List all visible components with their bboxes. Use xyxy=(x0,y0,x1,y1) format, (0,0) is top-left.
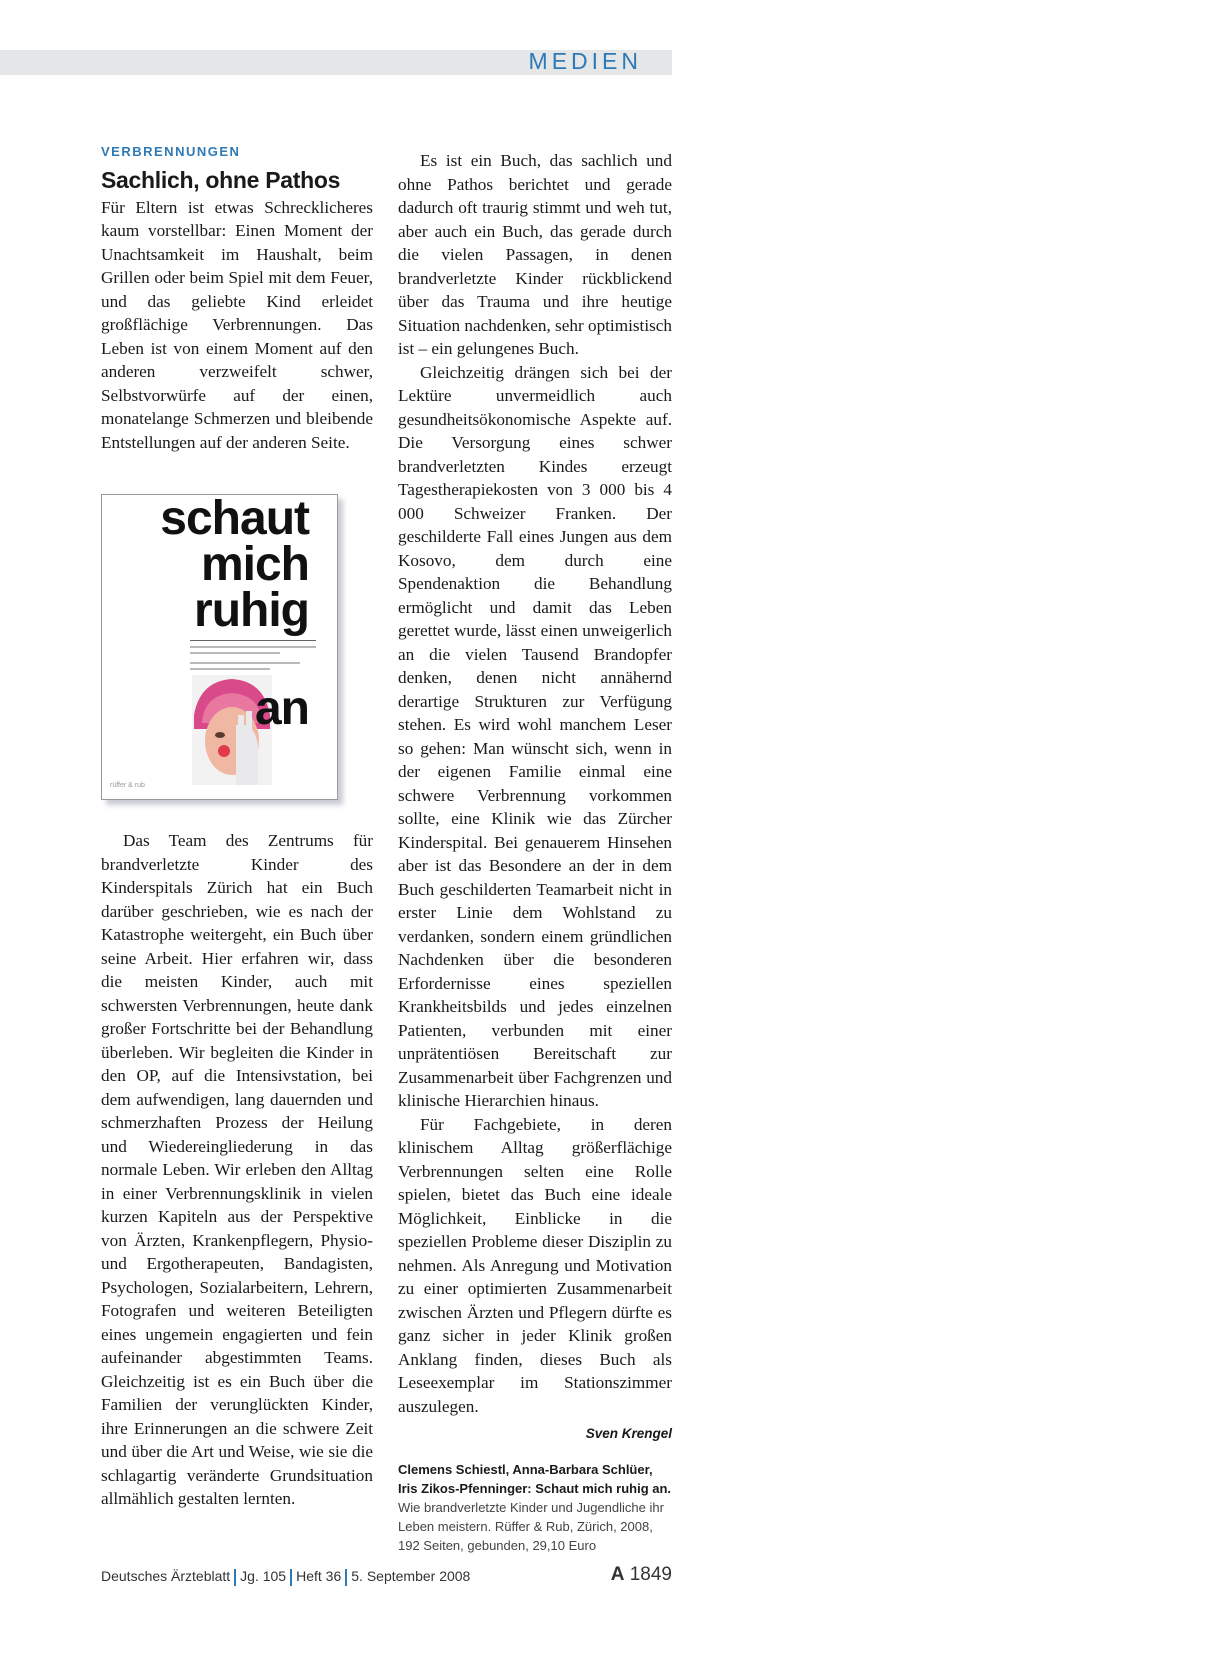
cover-publisher: rüffer & rub xyxy=(110,782,145,789)
article-column-left-top xyxy=(101,140,373,454)
footer-volume: Jg. 105 xyxy=(240,1568,287,1584)
footer-journal: Deutsches Ärzteblatt xyxy=(101,1568,231,1584)
article-kicker: VERBRENNUNGEN xyxy=(101,144,241,159)
article-paragraph: Gleichzeitig drängen sich bei der Lektüre unvermeidlich auch gesundheitsökonomische Aspekte auf. Die Versorgung eines schwer brandverletzten Kindes erzeugt Tagestherapiekosten von 3 000 bis 4 000 Schweizer Franken. Der geschilderte Fall eines Jungen aus dem Kosovo, dem durch eine Spendenaktion die Behandlung ermöglicht und damit das Leben gerettet wurde, lässt einen unweigerlich an die vielen Tausend Brandopfer denken, denen nicht annähernd derartige Strukturen zur Verfügung stehen. Es wird wohl manchem Leser so gehen: Man wünscht sich, wenn in der eigenen Familie einmal eine schwere Verbrennung vorkommen sollte, eine Klinik wie das Zürcher Kinderspital. Bei genauerem Hinsehen aber ist das Besondere an der in dem Buch geschilderten Teamarbeit nicht in erster Linie dem Wohlstand zu verdanken, sondern einem gründlichen Nachdenken über die besonderen Erfordernisse eines speziellen Krankheitsbilds und jedes einzelnen Patienten, verbunden mit einer unprätentiösen Bereitschaft zur Zusammenarbeit über Fachgrenzen und klinische Hierarchien hinaus. xyxy=(398,362,672,1110)
article-column-left-bottom xyxy=(101,829,373,1511)
book-bibliography xyxy=(398,1460,672,1555)
cover-authors-text xyxy=(190,668,270,670)
article-paragraph: Es ist ein Buch, das sachlich und ohne Pathos berichtet und gerade dadurch oft traurig stimmt und weh tut, aber auch ein Buch, das gerade durch die vielen Passagen, in denen brandverletzte Kinder rückblickend über das Trauma und ihre heutige Situation nachdenken, sehr optimistisch ist – ein gelungenes Buch. xyxy=(398,151,673,358)
article-paragraph: Das Team des Zentrums für brandverletzte Kinder des Kinderspitals Zürich hat ein Buch darüber geschrieben, wie es nach der Katastrophe weitergeht, ein Buch über seine Arbeit. Hier erfahren wir, dass die meisten Kinder, auch mit schwersten Verbrennungen, heute dank großer Fortschritte bei der Behandlung überleben. Wir begleiten die Kinder in den OP, auf die Intensivstation, bei dem aufwendigen, lang dauernden und schmerzhaften Prozess der Heilung und Wiedereingliederung in das normale Leben. Wir erleben den Alltag in einer Verbrennungsklinik in vielen kurzen Kapiteln aus der Perspektive von Ärzten, Krankenpflegern, Physio- und Ergotherapeuten, Bandagisten, Psychologen, Sozialarbeitern, Lehrern, Fotografen und weiteren Beteiligten eines ungemein engagierten und fein aufeinander abgestimmten Teams. Gleichzeitig ist es ein Buch über die Familien der verunglückten Kinder, ihre Erinnerungen an die schwere Zeit und über die Art und Weise, wie sie die schlagartig veränderte Grundsituation allmählich gestalten lernten. xyxy=(101,831,373,1508)
book-bibliography-title: Clemens Schiestl, Anna-Barbara Schlüer, Iris Zikos-Pfenninger: Schaut mich ruhig an. xyxy=(398,1461,672,1496)
footer-date: 5. September 2008 xyxy=(351,1568,471,1584)
cover-title-line: schaut xyxy=(160,492,309,545)
cover-rule xyxy=(190,640,316,641)
cover-subtitle-text xyxy=(190,646,316,648)
article-paragraph: Für Fachgebiete, in deren klinischem Alltag größerflächige Verbrennungen selten eine Rolle spielen, bietet das Buch eine ideale Möglichkeit, Einblicke in die speziellen Probleme dieser Disziplin zu nehmen. Als Anregung und Motivation zu einer optimierten Zusammenarbeit zwischen Ärzten und Pflegern dürfte es ganz sicher in jeder Klinik großen Anklang finden, dieses Buch als Leseexemplar im Stationszimmer auszulegen. xyxy=(398,1114,672,1416)
page-prefix: A xyxy=(610,1564,625,1585)
cover-subtitle-text xyxy=(190,652,280,654)
footer-separator xyxy=(290,1569,292,1586)
section-label: MEDIEN xyxy=(528,48,642,74)
article-column-right xyxy=(398,149,672,1555)
cover-title-line: mich xyxy=(200,538,309,591)
cover-authors-text xyxy=(190,662,300,664)
footer-separator xyxy=(234,1569,236,1586)
article-author: Sven Krengel xyxy=(585,1426,672,1441)
article-headline: Sachlich, ohne Pathos xyxy=(101,166,341,193)
cover-title-line: an xyxy=(254,682,309,735)
footer-separator xyxy=(345,1569,347,1586)
page-number: 1849 xyxy=(629,1564,672,1585)
book-bibliography-details: Wie brandverletzte Kinder und Jugendliche ihr Leben meistern. Rüffer & Rub, Zürich, 2008, 192 Seiten, gebunden, 29,10 Euro xyxy=(398,1499,664,1553)
footer-page-number xyxy=(611,1564,672,1586)
footer-journal-info xyxy=(101,1568,672,1586)
book-cover-image xyxy=(101,494,338,800)
page-footer xyxy=(101,1564,672,1592)
article-paragraph: Für Eltern ist etwas Schrecklicheres kaum vorstellbar: Einen Moment der Unachtsamkeit im Haushalt, beim Grillen oder beim Spiel mit dem Feuer, und das geliebte Kind erleidet großflächige Verbrennungen. Das Leben ist von einem Moment auf den anderen verzweifelt schwer, Selbstvorwürfe auf der einen, monatelange Schmerzen und bleibende Entstellungen auf der anderen Seite. xyxy=(101,197,373,452)
section-header-bar xyxy=(0,50,672,75)
footer-issue: Heft 36 xyxy=(296,1568,342,1584)
cover-title-line: ruhig xyxy=(194,584,309,637)
